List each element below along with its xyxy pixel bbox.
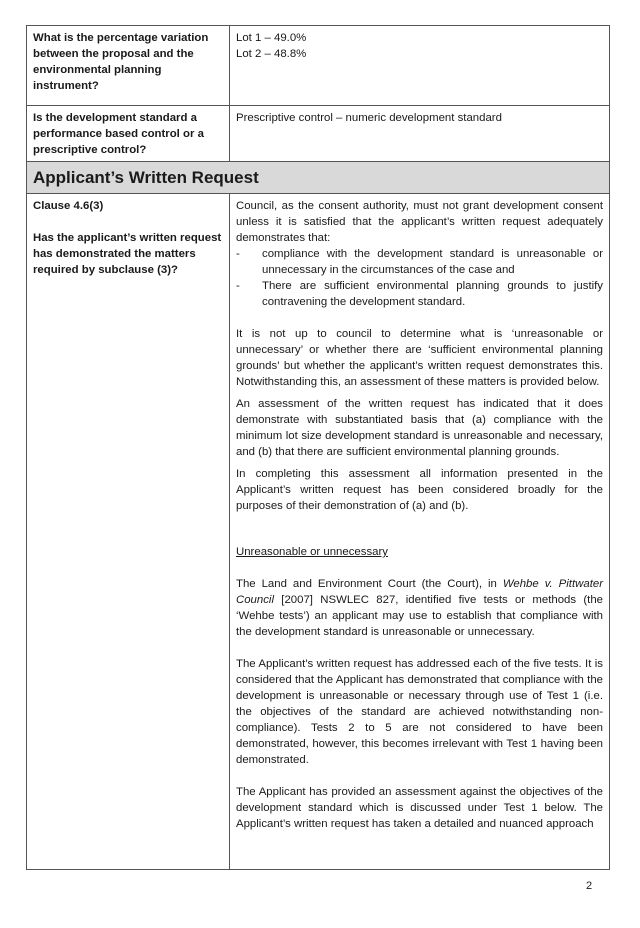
paragraph: It is not up to council to determine what is ‘unreasonable or unnecessary’ or whether there are ‘sufficient environmental planning grounds’ but whether the applicant’s written request demonstrates this. Notwithstanding this, an assessment of these matters is provided below.: [236, 328, 603, 388]
intro-paragraph: Council, as the consent authority, must not grant development consent unless it is satisfied that the applicant’s written request adequately demonstrates that:: [236, 200, 603, 244]
bullet-text: There are sufficient environmental planning grounds to justify contravening the development standard.: [262, 280, 603, 308]
bullet-item: [236, 246, 603, 278]
lot2-value: Lot 2 – 48.8%: [236, 48, 307, 60]
text-run: The Land and Environment Court (the Court), in: [236, 578, 503, 590]
subheading: Unreasonable or unnecessary: [236, 546, 388, 558]
paragraph: [236, 576, 603, 640]
bullet-marker: -: [236, 280, 240, 292]
paragraph: An assessment of the written request has indicated that it does demonstrate with substantiated basis that (a) compliance with the minimum lot size development standard is unreasonable and necessary, and (b) that there are sufficient environmental planning grounds.: [236, 398, 603, 458]
text-run: [2007] NSWLEC 827, identified five tests or methods (the ‘Wehbe tests’) an applicant may use to establish that compliance with the development standard is unreasonable or unnecessary.: [236, 594, 603, 638]
section-header: Applicant’s Written Request: [27, 162, 610, 194]
paragraph: The Applicant’s written request has addressed each of the five tests. It is considered that the Applicant has demonstrated that compliance with the development is unreasonable or necessary through use of Test 1 (i.e. the objectives of the standard are achieved notwithstanding non-compliance). Tests 2 to 5 are not considered to have been demonstrated, however, this becomes irrelevant with Test 1 having been demonstrated.: [236, 658, 603, 766]
clause-label: Clause 4.6(3): [33, 200, 104, 212]
control-answer: Prescriptive control – numeric development standard: [230, 106, 610, 162]
page-number: 2: [586, 880, 593, 892]
bullet-marker: -: [236, 248, 240, 260]
variation-question: What is the percentage variation between the proposal and the environmental planning instrument?: [27, 26, 230, 106]
paragraph: In completing this assessment all information presented in the Applicant’s written request has been considered broadly for the purposes of their demonstration of (a) and (b).: [236, 468, 603, 512]
case-name: Wehbe v. Pittwater Council: [236, 578, 603, 606]
table-row: [27, 106, 610, 162]
table-row: [27, 194, 610, 870]
paragraph: The Applicant has provided an assessment against the objectives of the development standard which is discussed under Test 1 below. The Applicant’s written request has taken a detailed and nuanced approach: [236, 786, 603, 830]
section-header-row: [27, 162, 610, 194]
variation-answer: [230, 26, 610, 106]
request-assessment: [230, 194, 610, 870]
lot1-value: Lot 1 – 49.0%: [236, 32, 307, 44]
table-row: [27, 26, 610, 106]
assessment-table: [26, 25, 610, 870]
control-question: Is the development standard a performance based control or a prescriptive control?: [27, 106, 230, 162]
bullet-item: [236, 278, 603, 310]
bullet-text: compliance with the development standard is unreasonable or unnecessary in the circumstances of the case and: [262, 248, 603, 276]
request-question: Has the applicant’s written request has demonstrated the matters required by subclause (3)?: [33, 232, 222, 276]
request-criteria: [27, 194, 230, 870]
